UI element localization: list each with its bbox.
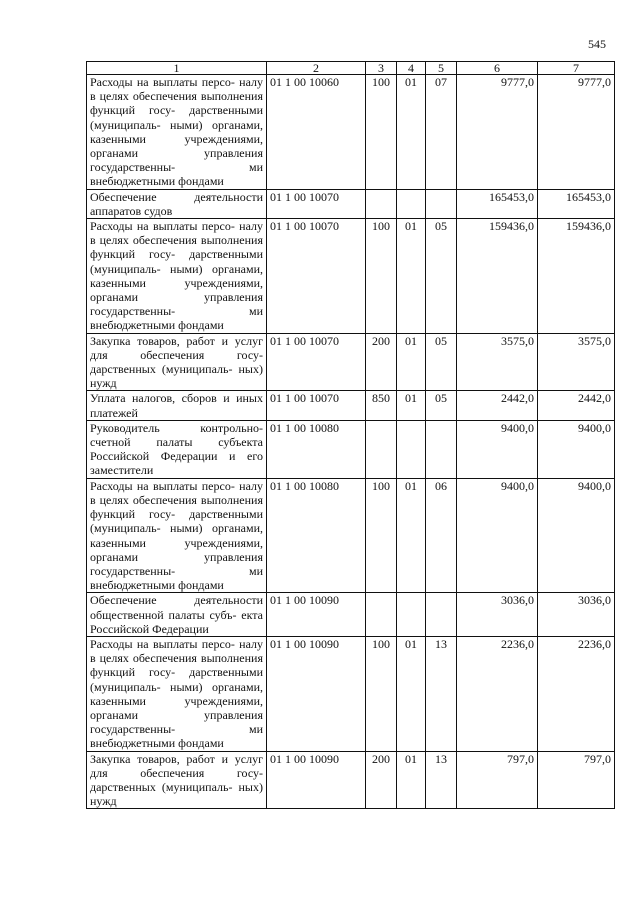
expense-type: 100 — [366, 478, 397, 593]
amount-year-2: 9400,0 — [538, 478, 615, 593]
header-cell: 7 — [538, 62, 615, 75]
row-name: Расходы на выплаты персо- налу в целях обеспечения выполнения функций госу- дарственными (муниципаль- ными) органами, казенными учреждениями, органами управления государственны- ми внебюджетными фондами — [87, 75, 267, 190]
target-code: 01 1 00 10060 — [267, 75, 366, 190]
amount-year-1: 9400,0 — [457, 420, 538, 478]
target-code: 01 1 00 10070 — [267, 333, 366, 391]
section: 01 — [397, 333, 426, 391]
subsection: 05 — [426, 219, 457, 334]
amount-year-1: 159436,0 — [457, 219, 538, 334]
amount-year-1: 3575,0 — [457, 333, 538, 391]
header-cell: 6 — [457, 62, 538, 75]
amount-year-1: 797,0 — [457, 751, 538, 809]
amount-year-2: 3036,0 — [538, 593, 615, 637]
table-row — [87, 219, 615, 334]
amount-year-2: 159436,0 — [538, 219, 615, 334]
section — [397, 420, 426, 478]
subsection — [426, 189, 457, 218]
row-name: Обеспечение деятельности аппаратов судов — [87, 189, 267, 218]
header-cell: 5 — [426, 62, 457, 75]
expense-type — [366, 420, 397, 478]
expense-type: 200 — [366, 751, 397, 809]
section: 01 — [397, 751, 426, 809]
target-code: 01 1 00 10080 — [267, 420, 366, 478]
amount-year-1: 9400,0 — [457, 478, 538, 593]
expense-type: 850 — [366, 391, 397, 420]
section: 01 — [397, 219, 426, 334]
row-name: Расходы на выплаты персо- налу в целях обеспечения выполнения функций госу- дарственными (муниципаль- ными) органами, казенными учреждениями, органами управления государственны- ми внебюджетными фондами — [87, 478, 267, 593]
table-row — [87, 636, 615, 751]
table-row — [87, 391, 615, 420]
budget-table — [86, 61, 615, 809]
table-row — [87, 593, 615, 637]
table-row — [87, 75, 615, 190]
section — [397, 593, 426, 637]
table-row — [87, 189, 615, 218]
amount-year-1: 2442,0 — [457, 391, 538, 420]
expense-type: 100 — [366, 75, 397, 190]
subsection — [426, 593, 457, 637]
section: 01 — [397, 478, 426, 593]
target-code: 01 1 00 10080 — [267, 478, 366, 593]
expense-type: 200 — [366, 333, 397, 391]
table-row — [87, 751, 615, 809]
row-name: Закупка товаров, работ и услуг для обеспечения госу- дарственных (муниципаль- ных) нужд — [87, 751, 267, 809]
table-row — [87, 478, 615, 593]
table-row — [87, 333, 615, 391]
subsection: 06 — [426, 478, 457, 593]
row-name: Расходы на выплаты персо- налу в целях обеспечения выполнения функций госу- дарственными (муниципаль- ными) органами, казенными учреждениями, органами управления государственны- ми внебюджетными фондами — [87, 219, 267, 334]
target-code: 01 1 00 10070 — [267, 391, 366, 420]
expense-type: 100 — [366, 219, 397, 334]
row-name: Закупка товаров, работ и услуг для обеспечения госу- дарственных (муниципаль- ных) нужд — [87, 333, 267, 391]
row-name: Руководитель контрольно- счетной палаты субъекта Российской Федерации и его заместители — [87, 420, 267, 478]
table-row — [87, 420, 615, 478]
subsection: 05 — [426, 333, 457, 391]
amount-year-1: 9777,0 — [457, 75, 538, 190]
subsection: 13 — [426, 636, 457, 751]
section: 01 — [397, 75, 426, 190]
row-name: Обеспечение деятельности общественной палаты субъ- екта Российской Федерации — [87, 593, 267, 637]
target-code: 01 1 00 10090 — [267, 636, 366, 751]
section: 01 — [397, 391, 426, 420]
target-code: 01 1 00 10070 — [267, 219, 366, 334]
header-cell: 4 — [397, 62, 426, 75]
expense-type — [366, 593, 397, 637]
amount-year-2: 9400,0 — [538, 420, 615, 478]
row-name: Уплата налогов, сборов и иных платежей — [87, 391, 267, 420]
amount-year-2: 2236,0 — [538, 636, 615, 751]
section: 01 — [397, 636, 426, 751]
amount-year-2: 3575,0 — [538, 333, 615, 391]
amount-year-1: 3036,0 — [457, 593, 538, 637]
amount-year-2: 165453,0 — [538, 189, 615, 218]
subsection: 13 — [426, 751, 457, 809]
header-cell: 2 — [267, 62, 366, 75]
subsection — [426, 420, 457, 478]
subsection: 07 — [426, 75, 457, 190]
amount-year-2: 2442,0 — [538, 391, 615, 420]
header-cell: 1 — [87, 62, 267, 75]
page-number: 545 — [588, 37, 606, 51]
amount-year-2: 9777,0 — [538, 75, 615, 190]
target-code: 01 1 00 10070 — [267, 189, 366, 218]
expense-type: 100 — [366, 636, 397, 751]
row-name: Расходы на выплаты персо- налу в целях обеспечения выполнения функций госу- дарственными (муниципаль- ными) органами, казенными учреждениями, органами управления государственны- ми внебюджетными фондами — [87, 636, 267, 751]
amount-year-1: 2236,0 — [457, 636, 538, 751]
header-row — [87, 62, 615, 75]
target-code: 01 1 00 10090 — [267, 751, 366, 809]
amount-year-1: 165453,0 — [457, 189, 538, 218]
expense-type — [366, 189, 397, 218]
amount-year-2: 797,0 — [538, 751, 615, 809]
header-cell: 3 — [366, 62, 397, 75]
subsection: 05 — [426, 391, 457, 420]
target-code: 01 1 00 10090 — [267, 593, 366, 637]
section — [397, 189, 426, 218]
